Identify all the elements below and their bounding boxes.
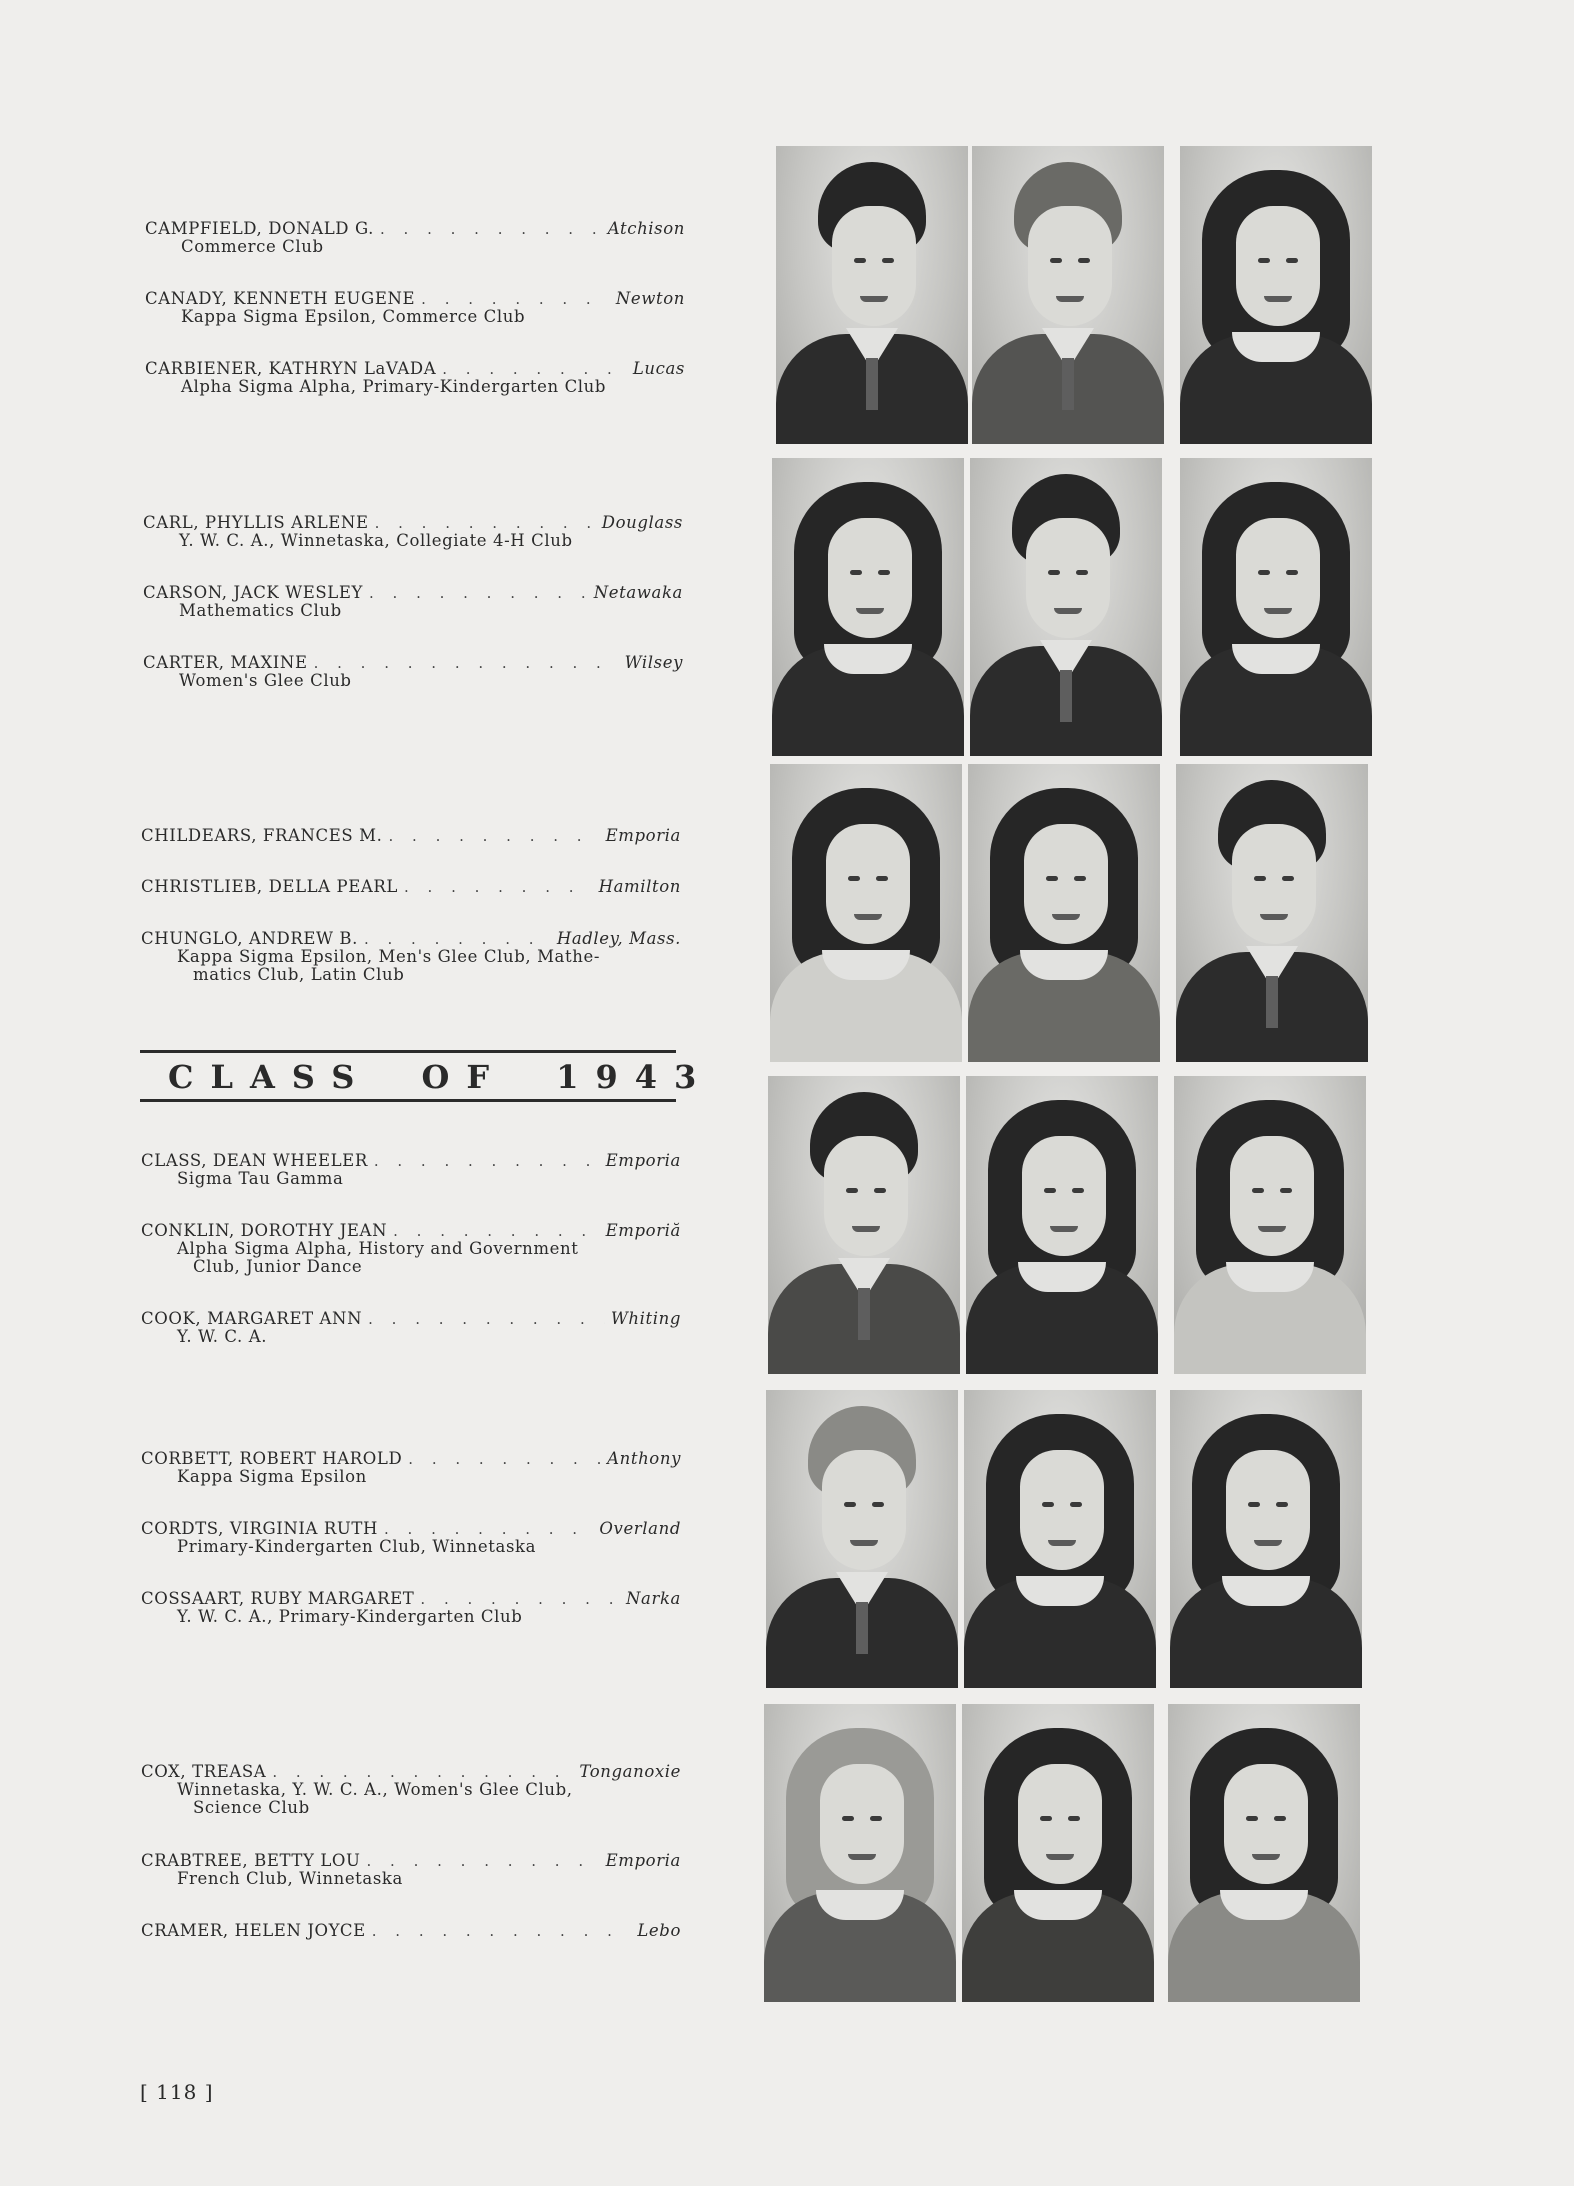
student-activities: Alpha Sigma Alpha, History and Government Club, Junior Dance <box>177 1239 579 1276</box>
student-name: CORBETT, ROBERT HAROLD <box>141 1449 403 1468</box>
student-activities: French Club, Winnetaska <box>177 1869 403 1888</box>
student-portrait <box>966 1076 1158 1374</box>
student-portrait <box>768 1076 960 1374</box>
student-portrait <box>962 1704 1154 2002</box>
student-name: CARTER, MAXINE <box>143 653 308 672</box>
student-name: CARL, PHYLLIS ARLENE <box>143 513 369 532</box>
student-hometown: Anthony <box>607 1449 681 1468</box>
student-name: COOK, MARGARET ANN <box>141 1309 363 1328</box>
student-portrait <box>1170 1390 1362 1688</box>
student-hometown: Lebo <box>637 1921 681 1940</box>
student-name: CRAMER, HELEN JOYCE <box>141 1921 366 1940</box>
student-activities: Y. W. C. A. <box>177 1327 268 1346</box>
student-portrait <box>776 146 968 444</box>
student-portrait <box>970 458 1162 756</box>
student-hometown: Whiting <box>610 1309 681 1328</box>
student-portrait <box>766 1390 958 1688</box>
student-activities: Winnetaska, Y. W. C. A., Women's Glee Club, Science Club <box>177 1780 573 1817</box>
student-hometown: Lucas <box>632 359 685 378</box>
student-hometown: Emporia <box>605 826 681 845</box>
student-activities: Commerce Club <box>181 237 324 256</box>
student-name: COSSAART, RUBY MARGARET <box>141 1589 415 1608</box>
student-hometown: Hamilton <box>598 877 681 896</box>
student-hometown: Emporiă <box>605 1221 681 1240</box>
student-name: CANADY, KENNETH EUGENE <box>145 289 416 308</box>
class-header-text: CLASS OF 1943 <box>168 1058 714 1096</box>
student-portrait <box>1180 146 1372 444</box>
student-activities: Kappa Sigma Epsilon, Commerce Club <box>181 307 526 326</box>
student-activities: Women's Glee Club <box>179 671 352 690</box>
student-name: CHILDEARS, FRANCES M. <box>141 826 383 845</box>
student-activities: Sigma Tau Gamma <box>177 1169 344 1188</box>
student-hometown: Atchison <box>607 219 685 238</box>
student-hometown: Wilsey <box>624 653 683 672</box>
student-portrait <box>972 146 1164 444</box>
student-name: CORDTS, VIRGINIA RUTH <box>141 1519 379 1538</box>
student-name: CAMPFIELD, DONALD G. <box>145 219 375 238</box>
student-activities: Y. W. C. A., Winnetaska, Collegiate 4-H Club <box>179 531 573 550</box>
student-name: CRABTREE, BETTY LOU <box>141 1851 361 1870</box>
student-hometown: Tonganoxie <box>579 1762 681 1781</box>
student-name: CARSON, JACK WESLEY <box>143 583 363 602</box>
student-activities: Mathematics Club <box>179 601 342 620</box>
student-name: CLASS, DEAN WHEELER <box>141 1151 368 1170</box>
student-name: COX, TREASA <box>141 1762 267 1781</box>
student-portrait <box>1176 764 1368 1062</box>
student-hometown: Douglass <box>601 513 683 532</box>
student-activities: Primary-Kindergarten Club, Winnetaska <box>177 1537 537 1556</box>
student-portrait <box>764 1704 956 2002</box>
student-hometown: Overland <box>599 1519 681 1538</box>
student-hometown: Newton <box>615 289 685 308</box>
student-activities: Kappa Sigma Epsilon <box>177 1467 367 1486</box>
student-name: CONKLIN, DOROTHY JEAN <box>141 1221 388 1240</box>
student-activities: Alpha Sigma Alpha, Primary-Kindergarten Club <box>181 377 607 396</box>
student-hometown: Netawaka <box>593 583 683 602</box>
student-portrait <box>1180 458 1372 756</box>
student-portrait <box>964 1390 1156 1688</box>
student-name: CARBIENER, KATHRYN LaVADA <box>145 359 437 378</box>
student-hometown: Narka <box>626 1589 681 1608</box>
student-hometown: Hadley, Mass. <box>556 929 681 948</box>
student-name: CHRISTLIEB, DELLA PEARL <box>141 877 398 896</box>
page-number: [ 118 ] <box>140 2080 214 2104</box>
student-portrait <box>772 458 964 756</box>
student-activities: Kappa Sigma Epsilon, Men's Glee Club, Mathe- matics Club, Latin Club <box>177 947 600 984</box>
student-portrait <box>968 764 1160 1062</box>
student-portrait <box>1174 1076 1366 1374</box>
student-name: CHUNGLO, ANDREW B. <box>141 929 358 948</box>
student-portrait <box>770 764 962 1062</box>
student-activities: Y. W. C. A., Primary-Kindergarten Club <box>177 1607 523 1626</box>
student-hometown: Emporia <box>605 1151 681 1170</box>
student-portrait <box>1168 1704 1360 2002</box>
student-hometown: Emporia <box>605 1851 681 1870</box>
